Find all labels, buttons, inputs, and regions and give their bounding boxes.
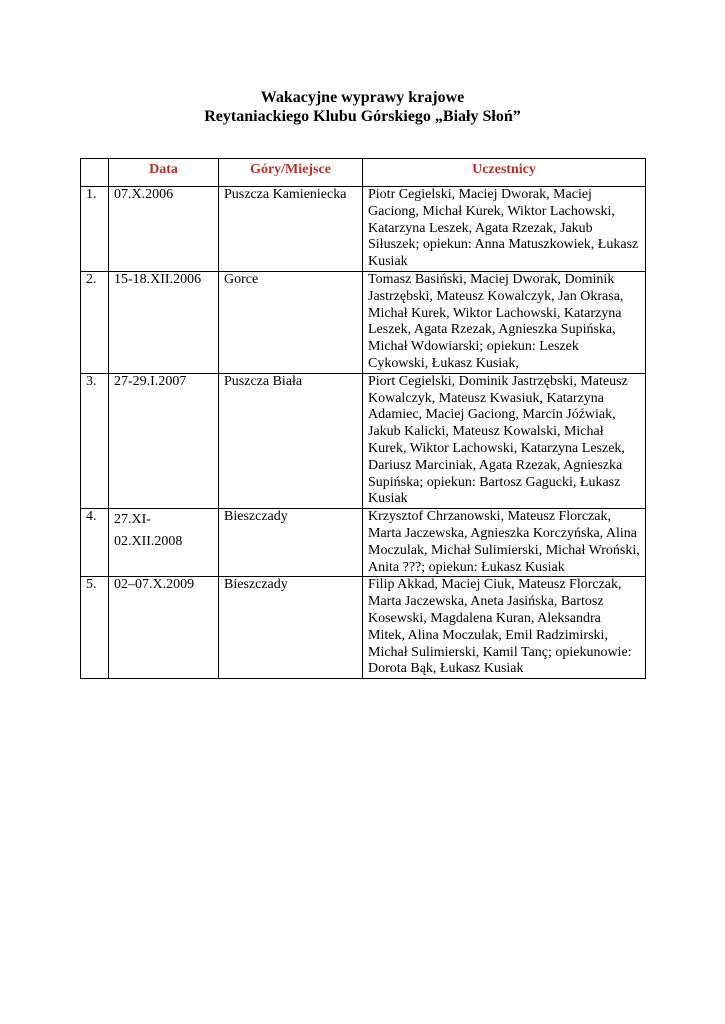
row-place: Bieszczady: [219, 577, 363, 679]
row-place: Puszcza Biała: [219, 373, 363, 508]
trips-table: [80, 158, 646, 679]
row-number: 3.: [81, 373, 109, 508]
header-participants: Uczestnicy: [363, 159, 646, 187]
row-number: 1.: [81, 187, 109, 272]
row-date-line-1: 27.XI-: [114, 512, 151, 528]
table-row: [81, 271, 646, 373]
title-line-2: Reytaniackiego Klubu Górskiego „Biały Słoń”: [204, 108, 521, 125]
title-line-1: Wakacyjne wyprawy krajowe: [260, 89, 465, 106]
row-place: Puszcza Kamieniecka: [219, 187, 363, 272]
header-date: Data: [109, 159, 219, 187]
header-place: Góry/Miejsce: [219, 159, 363, 187]
row-participants: Filip Akkad, Maciej Ciuk, Mateusz Florczak, Marta Jaczewska, Aneta Jasińska, Bartosz Kosewski, Magdalena Kuran, Aleksandra Mitek, Alina Moczulak, Emil Radzimirski, Michał Sulimierski, Kamil Tanç; opiekunowie: Dorota Bąk, Łukasz Kusiak: [363, 577, 646, 679]
row-number: 4.: [81, 509, 109, 577]
row-date: [109, 509, 219, 577]
table-row: [81, 509, 646, 577]
row-date: 07.X.2006: [109, 187, 219, 272]
header-no: [81, 159, 109, 187]
row-number: 5.: [81, 577, 109, 679]
row-place: Bieszczady: [219, 509, 363, 577]
document-title: [0, 88, 725, 126]
table-row: [81, 373, 646, 508]
row-date: 02–07.X.2009: [109, 577, 219, 679]
table-header-row: [81, 159, 646, 187]
row-date: 27-29.I.2007: [109, 373, 219, 508]
table-row: [81, 187, 646, 272]
row-number: 2.: [81, 271, 109, 373]
row-participants: Krzysztof Chrzanowski, Mateusz Florczak, Marta Jaczewska, Agnieszka Korczyńska, Alina Moczulak, Michał Sulimierski, Michał Wroński, Anita ???; opiekun: Łukasz Kusiak: [363, 509, 646, 577]
row-participants: Tomasz Basiński, Maciej Dworak, Dominik Jastrzębski, Mateusz Kowalczyk, Jan Okrasa, Michał Kurek, Wiktor Lachowski, Katarzyna Leszek, Agata Rzezak, Agnieszka Supińska, Michał Wdowiarski; opiekun: Leszek Cykowski, Łukasz Kusiak,: [363, 271, 646, 373]
row-date: 15-18.XII.2006: [109, 271, 219, 373]
row-participants: Piotr Cegielski, Maciej Dworak, Maciej Gaciong, Michał Kurek, Wiktor Lachowski, Katarzyna Leszek, Agata Rzezak, Jakub Siłuszek; opiekun: Anna Matuszkowiek, Łukasz Kusiak: [363, 187, 646, 272]
row-place: Gorce: [219, 271, 363, 373]
table-row: [81, 577, 646, 679]
row-date-line-2: 02.XII.2008: [114, 534, 183, 550]
row-participants: Piort Cegielski, Dominik Jastrzębski, Mateusz Kowalczyk, Mateusz Kwasiuk, Katarzyna Adamiec, Maciej Gaciong, Marcin Jóźwiak, Jakub Kalicki, Mateusz Kowalski, Michał Kurek, Wiktor Lachowski, Katarzyna Leszek, Dariusz Marciniak, Agata Rzezak, Agnieszka Supińska; opiekun: Bartosz Gagucki, Łukasz Kusiak: [363, 373, 646, 508]
